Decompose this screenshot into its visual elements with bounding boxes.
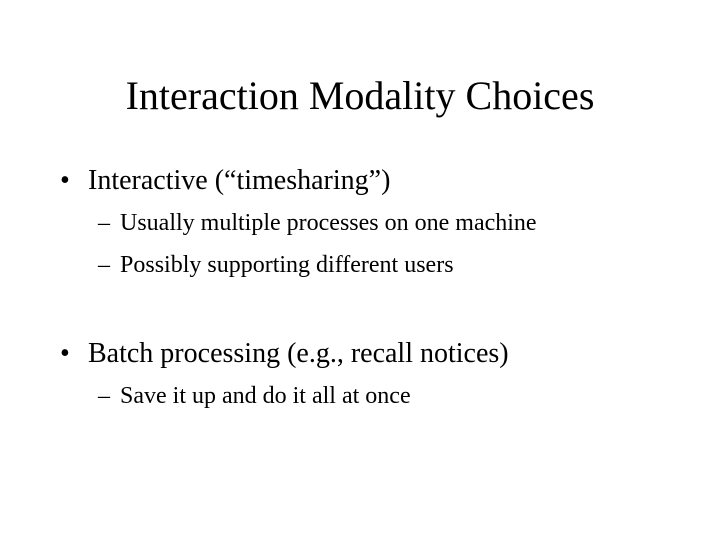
bullet-item-batch-processing	[60, 337, 509, 371]
sub-item-marker: –	[98, 383, 110, 409]
bullet-item-interactive	[60, 164, 390, 198]
sub-item-marker: –	[98, 252, 110, 278]
sub-item-marker: –	[98, 210, 110, 236]
slide-title: Interaction Modality Choices	[125, 73, 595, 118]
bullet-text: Batch processing (e.g., recall notices)	[88, 338, 509, 369]
sub-item-text: Usually multiple processes on one machine	[120, 210, 537, 236]
sub-item-text: Possibly supporting different users	[120, 252, 454, 278]
bullet-marker: •	[60, 338, 70, 369]
sub-item-text: Save it up and do it all at once	[120, 383, 411, 409]
bullet-text: Interactive (“timesharing”)	[88, 165, 391, 196]
sub-item-save-it-up	[98, 381, 411, 411]
sub-item-multiple-processes	[98, 208, 537, 238]
bullet-marker: •	[60, 165, 70, 196]
sub-item-different-users	[98, 250, 454, 280]
